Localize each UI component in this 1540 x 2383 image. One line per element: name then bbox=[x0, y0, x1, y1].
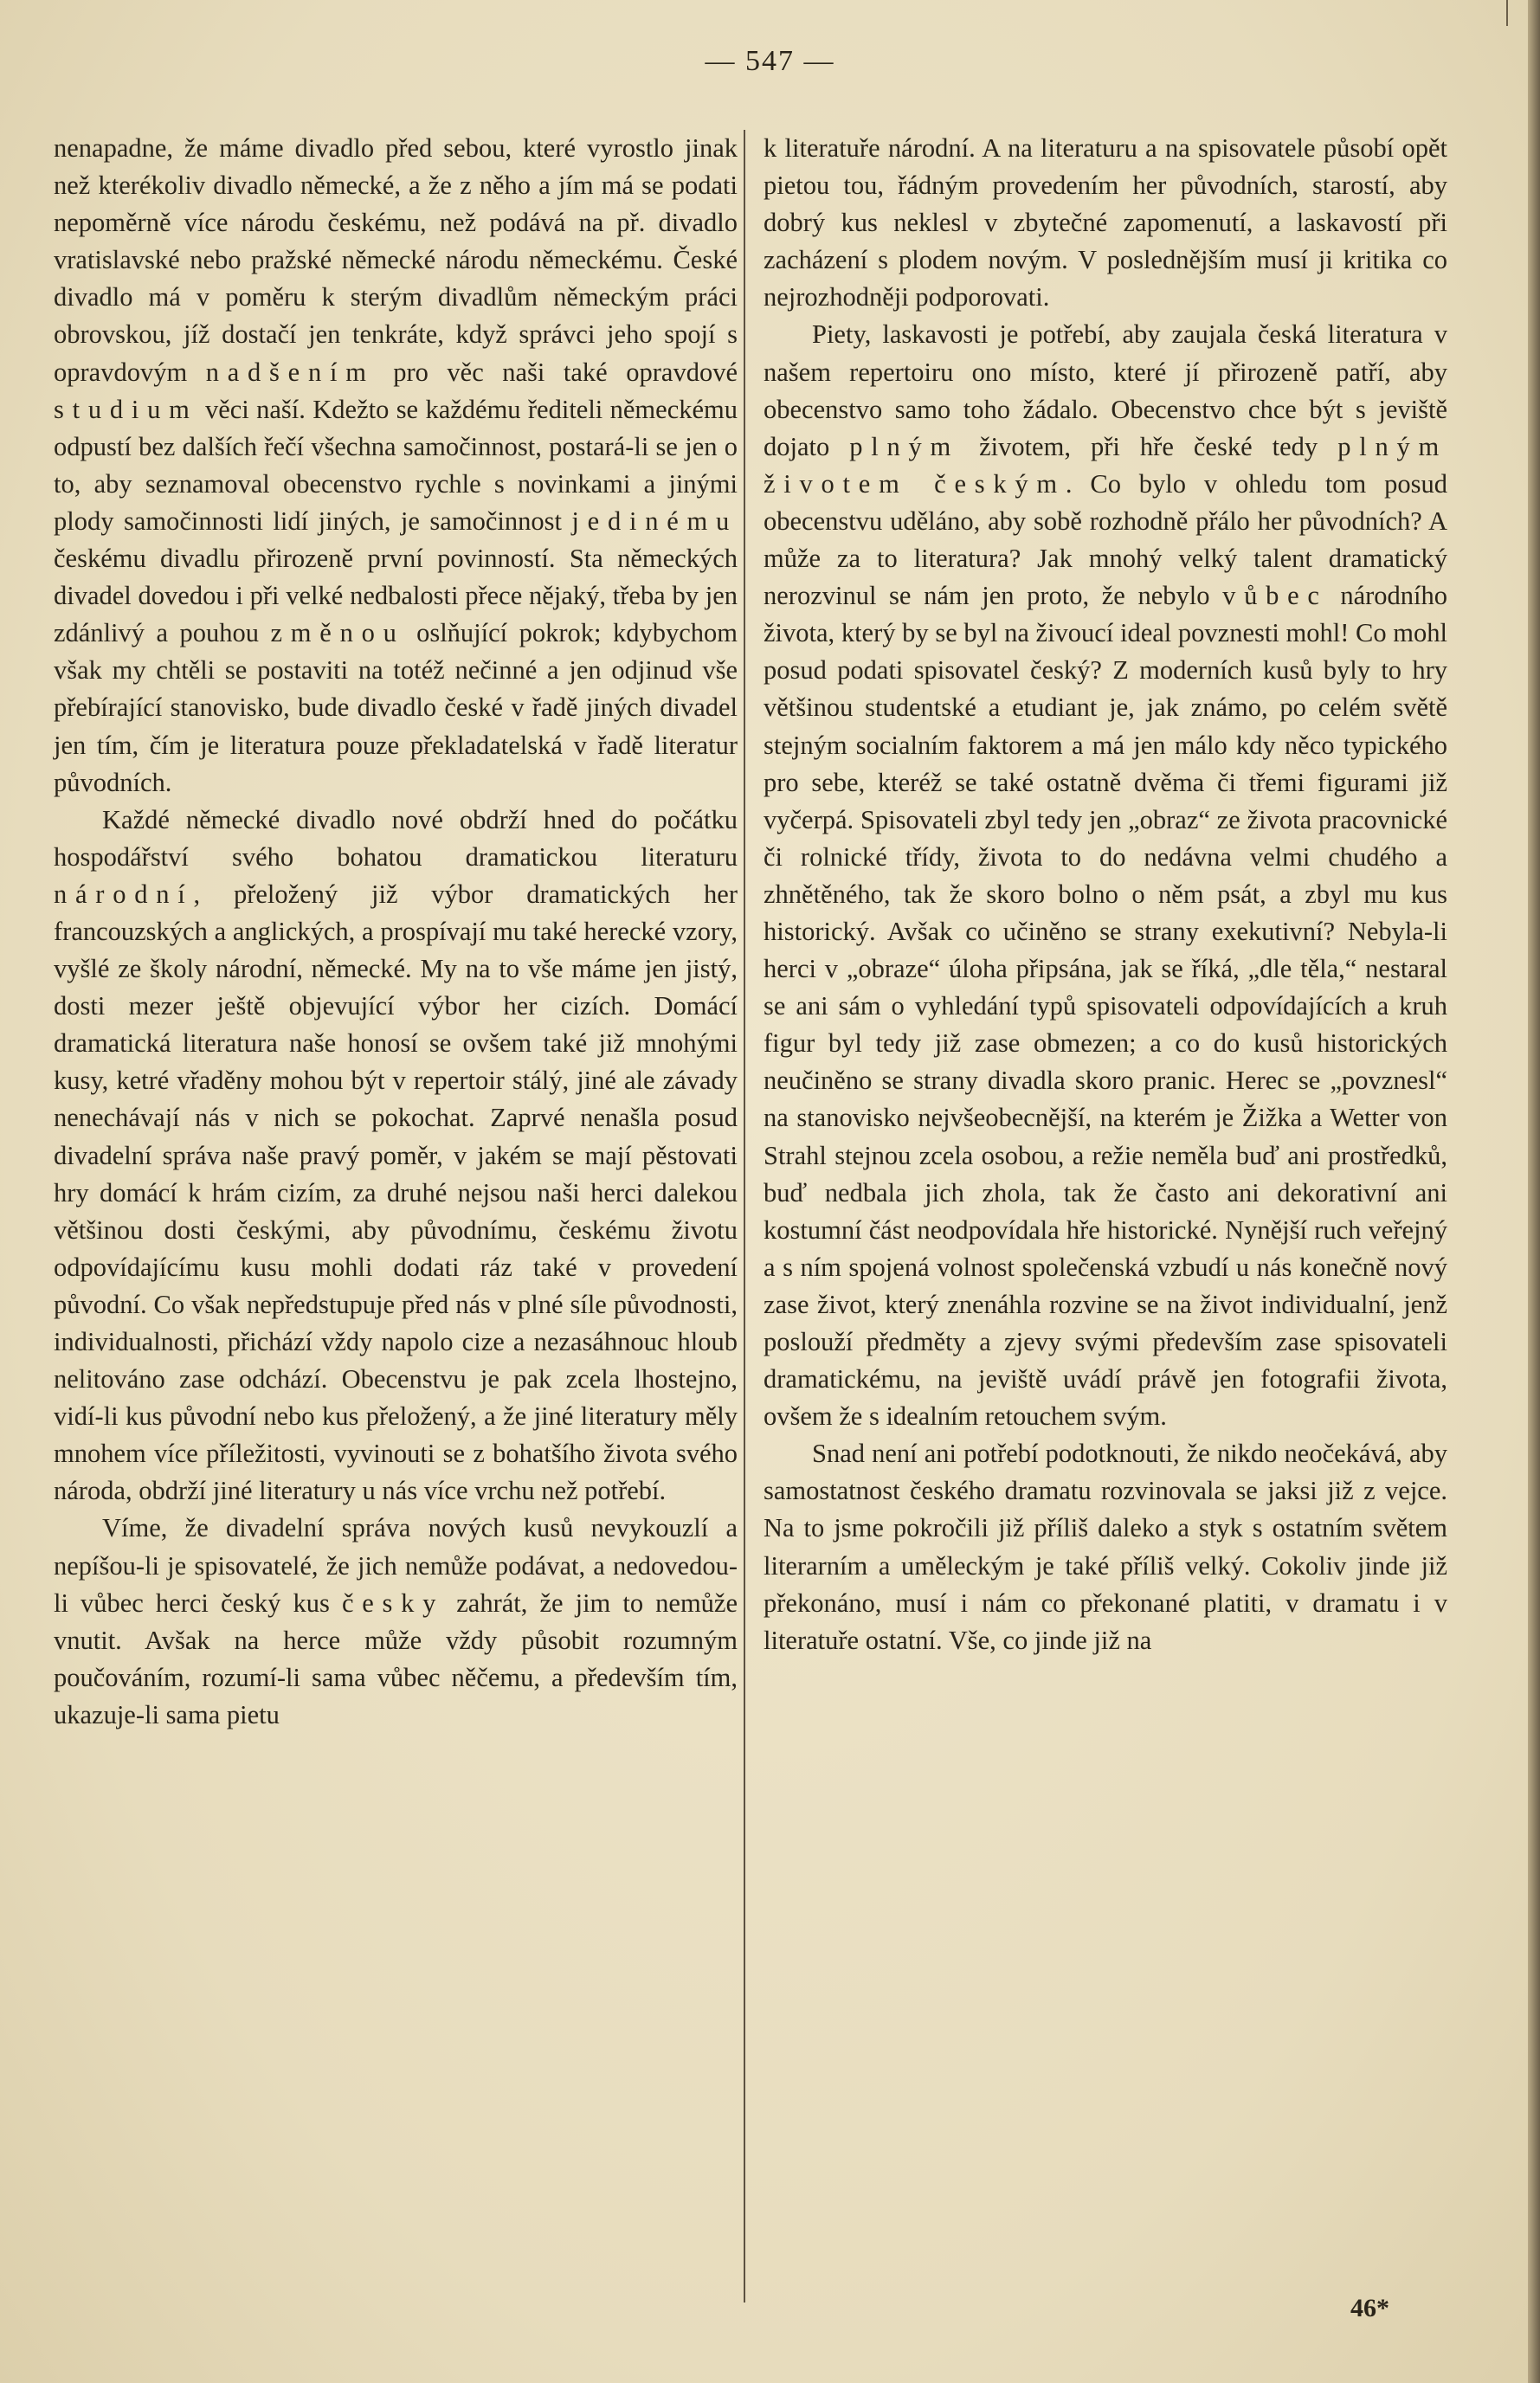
text-run: oslňující pokrok; kdybychom však my chtěli se postaviti na totéž nečinné a jen odjinud vše přebírající stanovisko, bude divadlo české v řadě jiných divadel jen tím, čím je literatura pouze překladatelská v řadě literatur původních. bbox=[54, 618, 738, 797]
text-run: Piety, laskavosti je potřebí, aby zaujala česká literatura v našem repertoiru ono místo, které jí přirozeně patří, aby obecenstvo samo toho žádalo. Obecenstvo chce být s jeviště dojato bbox=[764, 319, 1447, 461]
spaced-emphasis: nadšením bbox=[205, 357, 375, 387]
paragraph bbox=[764, 1435, 1447, 1659]
paragraph bbox=[54, 1510, 738, 1734]
text-run: nenapadne, že máme divadlo před sebou, které vyrostlo jinak než kterékoliv divadlo německé, a že z něho a jím má se podati nepoměrně více národu českému, než podává na př. divadlo vratislavské nebo pražské německé národu německému. České divadlo má v poměru k sterým divadlům německým práci obrovskou, jíž dostačí jen tenkráte, když správci jeho spojí s opravdovým bbox=[54, 133, 738, 387]
column-divider bbox=[744, 130, 745, 2302]
spaced-emphasis: plným životem českým bbox=[764, 431, 1447, 499]
spaced-emphasis: vůbec bbox=[1222, 581, 1328, 611]
text-run: životem, při hře české tedy bbox=[959, 431, 1338, 461]
paragraph bbox=[764, 130, 1447, 316]
page-edge-shadow bbox=[1528, 0, 1540, 2383]
spaced-emphasis: studium bbox=[54, 394, 198, 424]
right-column bbox=[764, 130, 1447, 1659]
paragraph bbox=[54, 802, 738, 1510]
text-run: , přeložený již výbor dramatických her francouzských a anglických, a prospívají mu také herecké vzory, vyšlé ze školy národní, německé. My na to vše máme jen jistý, dosti mezer ještě objevující výbor her cizích. Domácí dramatická literatura naše honosí se ovšem také již mnohými kusy, ketré vřaděny mohou být v repertoir stálý, jiné ale závady nenechávají nás v nich se pokochat. Zaprvé nenašla posud divadelní správa naše pravý poměr, v jakém se mají pěstovati hry domácí k hrám cizím, za druhé nejsou naši herci dalekou většinou dosti českými, aby původnímu, českému životu odpovídajícímu kusu mohli dodati ráz také v provedení původní. Co však nepředstupuje před nás v plné síle původnosti, individualnosti, přichází vždy napolo cize a nezasáhnouc hloub nelitováno zase odchází. Obecenstvu je pak zcela lhostejno, vidí-li kus původní nebo kus přeložený, a že jiné literatury měly mnohem více příležitosti, vyvinouti se z bohatšího života svého národa, obdrží jiné literatury u nás více vrchu než potřebí. bbox=[54, 879, 738, 1506]
spaced-emphasis: plným bbox=[849, 431, 960, 461]
left-column bbox=[54, 130, 738, 1734]
text-run: zahrát, že jim to nemůže vnutit. Avšak na herce může vždy působit rozumným poučováním, rozumí-li sama vůbec něčemu, a především tím, ukazuje-li sama pietu bbox=[54, 1588, 738, 1729]
page-number: — 547 — bbox=[705, 45, 835, 77]
page-corner-mark bbox=[1506, 0, 1525, 26]
text-run: Snad není ani potřebí podotknouti, že nikdo neočekává, aby samostatnost českého dramatu rozvinovala se jaksi již z vejce. Na to jsme pokročili již příliš daleko a styk s ostatním světem literarním a uměleckým je také příliš velký. Cokoliv jinde již překonáno, musí i nám co překonané platiti, v dramatu i v literatuře ostatní. Vše, co jinde již na bbox=[764, 1439, 1447, 1655]
spaced-emphasis: národní bbox=[54, 879, 194, 909]
text-run: národního života, který by se byl na živoucí ideal povznesti mohl! Co mohl posud podati spisovatel český? Z moderních kusů byly to hry většinou studentské a etudiant je, jak známo, po celém světě stejným socialním faktorem a má jen málo kdy něco typického pro sebe, kteréž se také ostatně dvěma či třemi figurami již vyčerpá. Spisovateli zbyl tedy jen „obraz“ ze života pracovnické či rolnické třídy, života to do nedávna velmi chudého a zhnětěného, tak že skoro bolno o něm psát, a zbyl mu kus historický. Avšak co učiněno se strany exekutivní? Nebyla-li herci v „obraze“ úloha připsána, jak se říká, „dle těla,“ nestaral se ani sám o vyhledání typů spisovateli odpovídajících a kruh figur byl tedy již zase obmezen; a co do kusů historických neučiněno se strany divadla skoro pranic. Herec se „povznesl“ na stanovisko nejvšeobecnější, na kterém je Žižka a Wetter von Strahl stejnou zcela osobou, a režie neměla buď ani prostředků, buď nedbala jich zhola, tak že často ani dekorativní ani kostumní část neodpovídala hře historické. Nynější ruch veřejný a s ním spojená volnost společenská vzbudí u nás konečně nový zase život, který znenáhla rozvine se na život individualní, jenž poslouží předměty a zjevy svými především zase spisovateli dramatickému, na jeviště uvádí právě jen fotografii života, ovšem že s idealním retouchem svým. bbox=[764, 581, 1447, 1432]
text-run: Každé německé divadlo nové obdrží hned do počátku hospodářství svého bohatou dramatickou literaturu bbox=[54, 804, 738, 872]
spaced-emphasis: změnou bbox=[270, 618, 405, 648]
text-run: . Co bylo v ohledu tom posud obecenstvu uděláno, aby sobě rozhodně přálo her původních? A může za to literatura? Jak mnohý velký talent dramatický nerozvinul se nám jen proto, že nebylo bbox=[764, 468, 1447, 611]
text-run: českému divadlu přirozeně první povinností. Sta německých divadel dovedou i při velké nedbalosti přece nějaký, třeba by jen zdánlivý a pouhou bbox=[54, 544, 738, 648]
spaced-emphasis: jedinému bbox=[571, 506, 738, 536]
text-run: Víme, že divadelní správa nových kusů nevykouzlí a nepíšou-li je spisovatelé, že jich nemůže podávat, a nedovedou-li vůbec herci český kus bbox=[54, 1513, 738, 1618]
spaced-emphasis: česky bbox=[341, 1588, 445, 1618]
printer-signature-mark: 46* bbox=[1350, 2294, 1389, 2322]
paragraph bbox=[764, 316, 1447, 1435]
text-run: pro věc naši také opravdové bbox=[374, 357, 738, 387]
text-run: věci naší. Kdežto se každému řediteli německému odpustí bez dalších řečí všechna samočinnost, postará-li se jen o to, aby seznamoval obecenstvo rychle s novinkami a jinými plody samočinnosti lidí jiných, je samočinnost bbox=[54, 394, 738, 536]
paragraph bbox=[54, 130, 738, 802]
text-run: k literatuře národní. A na literaturu a na spisovatele působí opět pietou tou, řádným provedením her původních, starostí, aby dobrý kus neklesl v zbytečné zapomenutí, a laskavostí při zacházení s plodem novým. V poslednějším musí ji kritika co nejrozhodněji podporovati. bbox=[764, 133, 1447, 312]
